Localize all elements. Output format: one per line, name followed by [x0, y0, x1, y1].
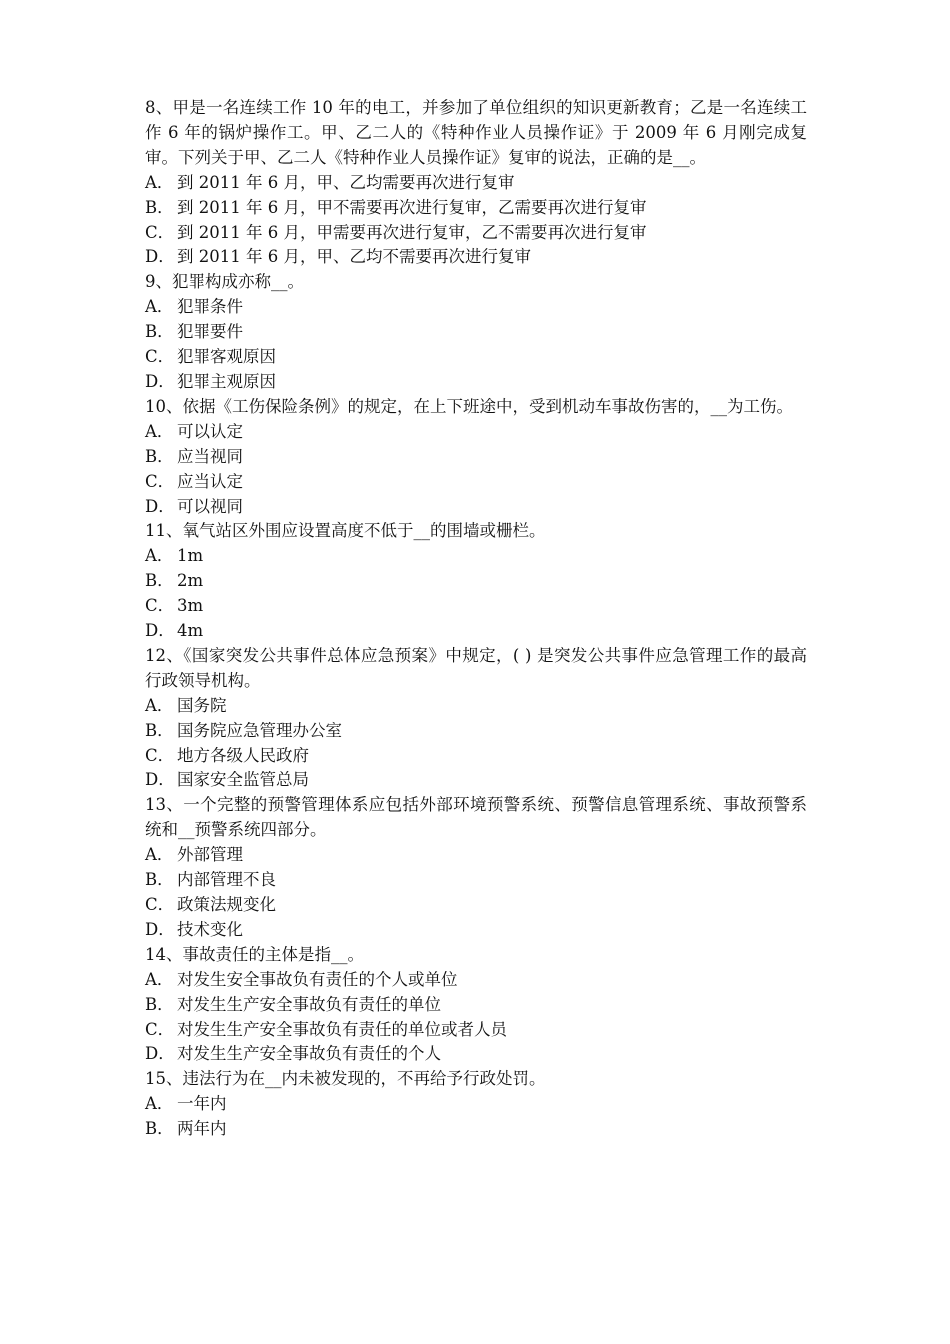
question-9-option-c [145, 345, 807, 370]
question-12: 12、《国家突发公共事件总体应急预案》中规定，( ) 是突发公共事件应急管理工作的最高行政领导机构。 [145, 645, 807, 690]
option-text: 对发生生产安全事故负有责任的单位或者人员 [177, 1019, 507, 1039]
option-text: 外部管理 [177, 845, 243, 865]
question-10-option-c [145, 470, 807, 495]
option-text: 国务院 [177, 695, 227, 715]
option-letter: A． [145, 695, 174, 715]
option-letter: A． [145, 1094, 174, 1114]
option-letter: C． [145, 347, 175, 367]
option-text: 3m [177, 596, 204, 616]
option-letter: D． [145, 496, 175, 516]
option-letter: C． [145, 596, 175, 616]
question-14-option-a [145, 968, 807, 993]
option-letter: C． [145, 222, 175, 242]
question-10: 10、依据《工伤保险条例》的规定，在上下班途中，受到机动车事故伤害的，__为工伤。 [145, 396, 793, 416]
option-text: 对发生生产安全事故负有责任的单位 [177, 994, 441, 1014]
option-letter: A． [145, 845, 174, 865]
option-letter: B． [145, 994, 174, 1014]
question-8-option-d [145, 245, 807, 270]
option-text: 到 2011 年 6 月，甲需要再次进行复审，乙不需要再次进行复审 [177, 222, 647, 242]
option-text: 1m [177, 546, 204, 566]
question-9-option-b [145, 320, 807, 345]
option-text: 到 2011 年 6 月，甲不需要再次进行复审，乙需要再次进行复审 [177, 197, 647, 217]
question-15-option-a [145, 1092, 807, 1117]
option-text: 犯罪客观原因 [177, 347, 276, 367]
question-11: 11、氧气站区外围应设置高度不低于__的围墙或栅栏。 [145, 521, 546, 541]
option-letter: B． [145, 446, 174, 466]
option-text: 4m [177, 621, 204, 641]
option-text: 到 2011 年 6 月，甲、乙均需要再次进行复审 [177, 172, 515, 192]
option-letter: A． [145, 421, 174, 441]
option-text: 应当认定 [177, 471, 243, 491]
question-15: 15、违法行为在__内未被发现的，不再给予行政处罚。 [145, 1069, 546, 1089]
question-8-option-a [145, 171, 807, 196]
option-text: 可以视同 [177, 496, 243, 516]
question-11-option-c [145, 594, 807, 619]
option-letter: B． [145, 197, 174, 217]
option-letter: D． [145, 371, 175, 391]
option-letter: D． [145, 919, 175, 939]
option-text: 两年内 [177, 1119, 227, 1139]
option-letter: B． [145, 720, 174, 740]
question-15-option-b [145, 1117, 807, 1142]
option-letter: B． [145, 322, 174, 342]
question-13: 13、一个完整的预警管理体系应包括外部环境预警系统、预警信息管理系统、事故预警系统和__预警系统四部分。 [145, 795, 807, 840]
option-letter: D． [145, 247, 175, 267]
question-12-option-a [145, 694, 807, 719]
option-text: 犯罪条件 [177, 297, 243, 317]
option-letter: B． [145, 571, 174, 591]
option-text: 技术变化 [177, 919, 243, 939]
option-letter: B． [145, 870, 174, 890]
question-9-option-d [145, 370, 807, 395]
question-14-option-b [145, 993, 807, 1018]
option-text: 犯罪要件 [177, 322, 243, 342]
option-text: 可以认定 [177, 421, 243, 441]
option-text: 犯罪主观原因 [177, 371, 276, 391]
question-14-option-d [145, 1042, 807, 1067]
option-letter: A． [145, 546, 174, 566]
question-12-option-d [145, 768, 807, 793]
question-12-option-c [145, 744, 807, 769]
question-14-option-c [145, 1018, 807, 1043]
option-letter: A． [145, 969, 174, 989]
option-text: 2m [177, 571, 204, 591]
option-text: 国务院应急管理办公室 [177, 720, 342, 740]
question-10-option-a [145, 420, 807, 445]
option-text: 应当视同 [177, 446, 243, 466]
question-11-option-d [145, 619, 807, 644]
question-9: 9、犯罪构成亦称__。 [145, 272, 304, 292]
option-text: 地方各级人民政府 [177, 745, 309, 765]
option-letter: D． [145, 770, 175, 790]
document-page [145, 96, 807, 1142]
option-text: 到 2011 年 6 月，甲、乙均不需要再次进行复审 [177, 247, 531, 267]
option-letter: C． [145, 745, 175, 765]
option-text: 内部管理不良 [177, 870, 276, 890]
question-13-option-d [145, 918, 807, 943]
question-8-option-c [145, 221, 807, 246]
question-12-option-b [145, 719, 807, 744]
option-letter: B． [145, 1119, 174, 1139]
question-10-option-d [145, 495, 807, 520]
question-13-option-c [145, 893, 807, 918]
option-text: 对发生生产安全事故负有责任的个人 [177, 1044, 441, 1064]
option-letter: C． [145, 895, 175, 914]
option-letter: C． [145, 471, 175, 491]
question-8: 8、甲是一名连续工作 10 年的电工，并参加了单位组织的知识更新教育；乙是一名连续工作 6 年的锅炉操作工。甲、乙二人的《特种作业人员操作证》于 2009 年 6 月刚完成复审。下列关于甲、乙二人《特种作业人员操作证》复审的说法，正确的是__。 [145, 98, 807, 167]
option-letter: A． [145, 297, 174, 317]
question-11-option-b [145, 569, 807, 594]
question-9-option-a [145, 295, 807, 320]
question-14: 14、事故责任的主体是指__。 [145, 944, 364, 964]
question-13-option-b [145, 868, 807, 893]
question-10-option-b [145, 445, 807, 470]
option-text: 一年内 [177, 1094, 227, 1114]
option-letter: C． [145, 1019, 175, 1039]
option-letter: A． [145, 172, 174, 192]
option-letter: D． [145, 1044, 175, 1064]
option-text: 政策法规变化 [177, 895, 276, 914]
option-text: 国家安全监管总局 [177, 770, 309, 790]
question-8-option-b [145, 196, 807, 221]
option-text: 对发生安全事故负有责任的个人或单位 [177, 969, 458, 989]
question-11-option-a [145, 544, 807, 569]
option-letter: D． [145, 621, 175, 641]
question-13-option-a [145, 843, 807, 868]
